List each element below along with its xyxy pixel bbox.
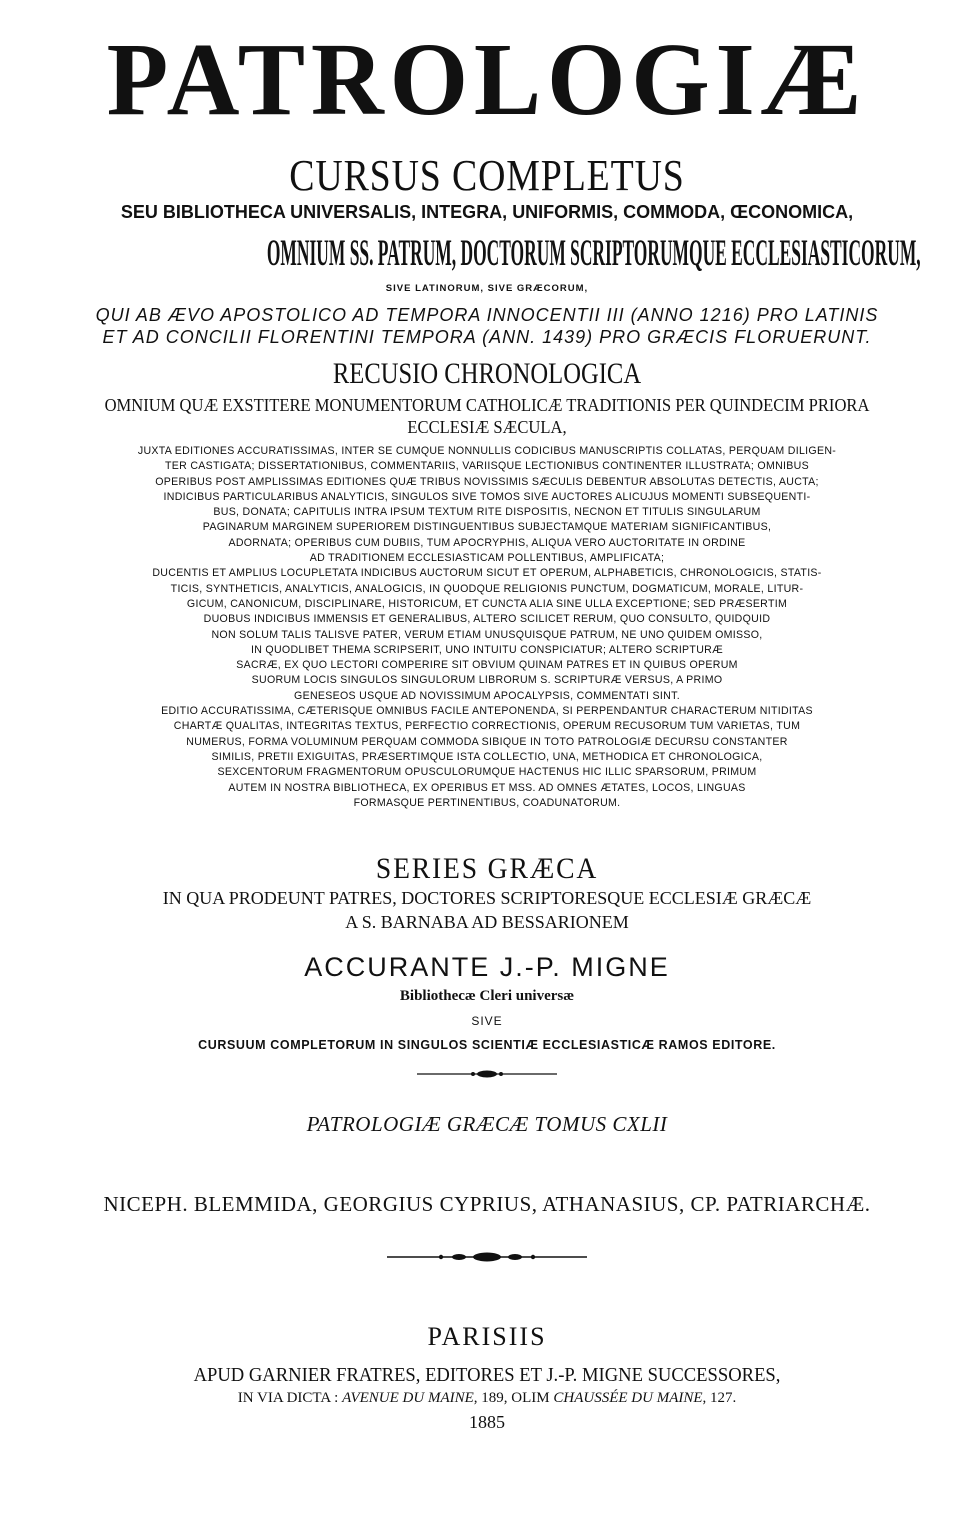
description-line: TER CASTIGATA; DISSERTATIONIBUS, COMMENTARIIS, VARIISQUE LECTIONIBUS CONTINENTER ILLUSTRATA; OMNIBUS (165, 460, 809, 473)
sive-line: SIVE LATINORUM, SIVE GRÆCORUM, (385, 283, 589, 294)
description-line: TICIS, SYNTHETICIS, ANALYTICIS, ANALOGICIS, IN QUODQUE RELIGIONIS PUNCTUM, DOGMATICUM, MORALE, LITUR- (170, 582, 804, 595)
address-street: AVENUE DU MAINE (342, 1390, 474, 1406)
cursuum-line: CURSUUM COMPLETORUM IN SINGULOS SCIENTIÆ ECCLESIASTICÆ RAMOS EDITORE. (198, 1038, 776, 1052)
description-line: DUOBUS INDICIBUS IMMENSIS ET GENERALIBUS, ALTERO SCILICET RERUM, QUO CONSULTO, QUIDQUID (203, 613, 771, 626)
description-line: AUTEM IN NOSTRA BIBLIOTHECA, EX OPERIBUS ET MSS. AD OMNES ÆTATES, LOCOS, LINGUAS (228, 781, 746, 794)
place-of-publication: PARISIIS (427, 1322, 547, 1351)
description-block (40, 444, 934, 811)
description-line: JUXTA EDITIONES ACCURATISSIMAS, INTER SE CUMQUE NONNULLIS CODICIBUS MANUSCRIPTIS COLLATAS, PERQUAM DILIGEN- (137, 445, 837, 457)
publication-year: 1885 (469, 1412, 505, 1432)
qui-line-1: QUI AB ÆVO APOSTOLICO AD TEMPORA INNOCENTII III (ANNO 1216) PRO LATINIS (95, 305, 879, 325)
editor-line: ACCURANTE J.-P. MIGNE (304, 952, 670, 982)
description-line: GICUM, CANONICUM, DISCIPLINARE, HISTORICUM, ET CUNCTA ALIA SINE ULLA EXCEPTIONE; SED PRÆSERTIM (186, 597, 788, 610)
ornament-divider-icon (417, 1069, 557, 1079)
description-line: IN QUODLIBET THEMA SCRIPSERIT, UNO INTUITU CONSPICIATUR; ALTERO SCRIPTURÆ (251, 643, 723, 656)
publisher-line: APUD GARNIER FRATRES, EDITORES ET J.-P. MIGNE SUCCESSORES, (193, 1364, 781, 1386)
description-line: SIMILIS, PRETII EXIGUITAS, PRÆSERTIMQUE ISTA COLLECTIO, UNA, METHODICA ET CHRONOLOGICA, (211, 750, 763, 763)
description-line: SUORUM LOCIS SINGULOS SINGULORUM LIBRORUM S. SCRIPTURÆ VERSUS, A PRIMO (251, 674, 723, 687)
description-line: NON SOLUM TALIS TALISVE PATER, VERUM ETIAM UNUSQUISQUE PATRUM, NE UNO QUIDEM OMISSO, (211, 628, 763, 641)
main-title: PATROLOGIÆ (106, 22, 868, 137)
description-line: ADORNATA; OPERIBUS CUM DUBIIS, TUM APOCRYPHIS, ALIQUA VERO AUCTORITATE IN ORDINE (228, 536, 746, 549)
address-prefix: IN VIA DICTA : (237, 1390, 343, 1406)
sive-connector: SIVE (471, 1014, 503, 1028)
description-line: SEXCENTORUM FRAGMENTORUM OPUSCULORUMQUE HACTENUS HIC ILLIC SPARSORUM, PRIMUM (217, 766, 757, 779)
series-range: A S. BARNABA AD BESSARIONEM (345, 912, 629, 932)
omnium-quae-line-1: OMNIUM QUÆ EXSTITERE MONUMENTORUM CATHOLICÆ TRADITIONIS PER QUINDECIM PRIORA (104, 395, 870, 415)
series-description: IN QUA PRODEUNT PATRES, DOCTORES SCRIPTORESQUE ECCLESIÆ GRÆCÆ (162, 888, 812, 908)
description-line: NUMERUS, FORMA VOLUMINUM PERQUAM COMMODA SIBIQUE IN TOTO PATROLOGIÆ DECURSU CONSTANTER (186, 735, 788, 748)
authors-line: NICEPH. BLEMMIDA, GEORGIUS CYPRIUS, ATHANASIUS, CP. PATRIARCHÆ. (103, 1192, 871, 1216)
address-end: , 127. (702, 1390, 737, 1406)
volume-title: PATROLOGIÆ GRÆCÆ TOMUS CXLII (306, 1112, 668, 1136)
qui-line-2: ET AD CONCILII FLORENTINI TEMPORA (ANN. 1439) PRO GRÆCIS FLORUERUNT. (102, 327, 872, 347)
recusio-heading: RECUSIO CHRONOLOGICA (332, 357, 642, 390)
series-heading: SERIES GRÆCA (375, 852, 599, 885)
description-line: AD TRADITIONEM ECCLESIASTICAM POLLENTIBUS, AMPLIFICATA; (309, 552, 665, 565)
description-line: EDITIO ACCURATISSIMA, CÆTERISQUE OMNIBUS FACILE ANTEPONENDA, SI PERPENDANTUR CHARACTERUM NITIDITAS (161, 705, 813, 718)
description-line: SACRÆ, EX QUO LECTORI COMPERIRE SIT OBVIUM QUINAM PATRES ET IN QUIBUS OPERUM (236, 659, 738, 672)
omnium-quae-line-2: ECCLESIÆ SÆCULA, (407, 417, 567, 437)
description-line: DUCENTIS ET AMPLIUS LOCUPLETATA INDICIBUS AUCTORUM SICUT ET OPERUM, ALPHABETICIS, CHRONOLOGICIS, STATIS- (152, 567, 822, 580)
omnium-line: OMNIUM SS. PATRUM, DOCTORUM SCRIPTORUMQUE ECCLESIASTICORUM, (266, 233, 921, 274)
description-line: FORMASQUE PERTINENTIBUS, COADUNATORUM. (353, 796, 621, 809)
subtitle: CURSUS COMPLETUS (289, 151, 685, 200)
description-line: GENESEOS USQUE AD NOVISSIMUM APOCALYPSIS, COMMENTATI SINT. (294, 689, 680, 702)
description-line: BUS, DONATA; CAPITULIS INTRA IPSUM TEXTUM RITE DISPOSITIS, NECNON ET TITULIS SINGULARUM (213, 506, 761, 519)
bibliothecae-line: Bibliothecæ Cleri universæ (399, 988, 575, 1004)
seu-line: SEU BIBLIOTHECA UNIVERSALIS, INTEGRA, UNIFORMIS, COMMODA, ŒCONOMICA, (120, 202, 854, 222)
address-old: CHAUSSÉE DU MAINE (553, 1390, 703, 1406)
description-line: INDICIBUS PARTICULARIBUS ANALYTICIS, SINGULOS SIVE TOMOS SIVE AUCTORES ALICUJUS MOMENTI SUBSEQUENTI- (163, 490, 811, 503)
description-line: PAGINARUM MARGINEM SUPERIOREM DISTINGUENTIBUS SUBJECTAMQUE MATERIAM SIGNIFICANTIBUS, (202, 521, 772, 534)
description-line: CHARTÆ QUALITAS, INTEGRITAS TEXTUS, PERFECTIO CORRECTIONIS, OPERUM RECUSORUM TUM VARIETAS, TUM (173, 720, 801, 733)
address-mid: , 189, OLIM (473, 1390, 554, 1406)
ornament-divider-icon (387, 1251, 587, 1263)
address-line (20, 1390, 954, 1407)
description-line: OPERIBUS POST AMPLISSIMAS EDITIONES QUÆ TRIBUS NOVISSIMIS SÆCULIS DEBENTUR ABSOLUTAS DETECTIS, AUCTA; (155, 475, 819, 488)
